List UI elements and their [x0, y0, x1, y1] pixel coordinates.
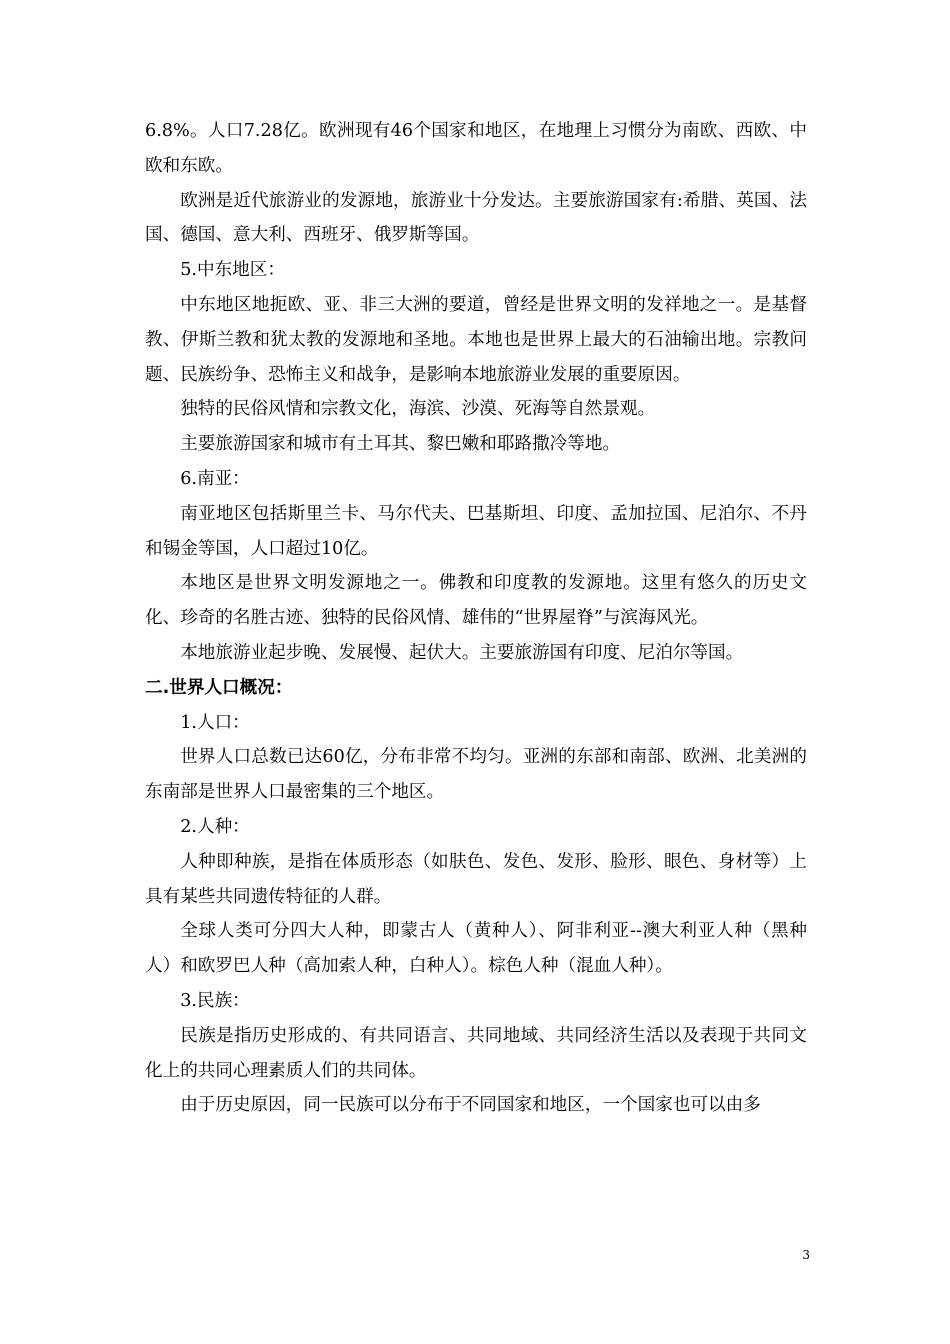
paragraph-ethnicity-distribution: 由于历史原因，同一民族可以分布于不同国家和地区，一个国家也可以由多 [180, 1095, 761, 1116]
paragraph-population: 世界人口总数已达60亿，分布非常不均匀。亚洲的东部和南部、欧洲、北美洲的东南部是世界人口最密集的三个地区。 [145, 747, 807, 803]
paragraph-south-asia-tourism: 本地旅游业起步晚、发展慢、起伏大。主要旅游国有印度、尼泊尔等国。 [180, 642, 744, 663]
page-number: 3 [802, 1248, 810, 1262]
page-body [145, 114, 807, 1123]
paragraph-south-asia-culture: 本地区是世界文明发源地之一。佛教和印度教的发源地。这里有悠久的历史文化、珍奇的名胜古迹、独特的民俗风情、雄伟的“世界屋脊”与滨海风光。 [145, 573, 807, 629]
subheading-south-asia: 6.南亚： [180, 468, 250, 489]
subheading-middle-east: 5.中东地区： [180, 260, 285, 281]
subheading-ethnicity: 3.民族： [180, 990, 250, 1011]
section-heading-world-population: 二.世界人口概况： [145, 677, 293, 698]
paragraph-south-asia-countries: 南亚地区包括斯里兰卡、马尔代夫、巴基斯坦、印度、孟加拉国、尼泊尔、不丹和锡金等国，人口超过10亿。 [145, 503, 807, 559]
paragraph-race-groups: 全球人类可分四大人种，即蒙古人（黄种人）、阿非利亚--澳大利亚人种（黑种人）和欧罗巴人种（高加索人种，白种人）。棕色人种（混血人种）。 [145, 921, 807, 977]
paragraph-race-definition: 人种即种族，是指在体质形态（如肤色、发色、发形、脸形、眼色、身材等）上具有某些共同遗传特征的人群。 [145, 851, 807, 907]
paragraph-europe-population: 6.8%。人口7.28亿。欧洲现有46个国家和地区，在地理上习惯分为南欧、西欧、中欧和东欧。 [145, 121, 807, 176]
paragraph-middle-east-overview: 中东地区地扼欧、亚、非三大洲的要道，曾经是世界文明的发祥地之一。是基督教、伊斯兰教和犹太教的发源地和圣地。本地也是世界上最大的石油输出地。宗教问题、民族纷争、恐怖主义和战争，是影响本地旅游业发展的重要原因。 [145, 294, 807, 385]
paragraph-ethnicity-definition: 民族是指历史形成的、有共同语言、共同地域、共同经济生活以及表现于共同文化上的共同心理素质人们的共同体。 [145, 1025, 807, 1081]
subheading-race: 2.人种： [180, 816, 250, 837]
paragraph-middle-east-culture: 独特的民俗风情和宗教文化，海滨、沙漠、死海等自然景观。 [180, 399, 656, 420]
paragraph-middle-east-destinations: 主要旅游国家和城市有土耳其、黎巴嫩和耶路撒冷等地。 [180, 434, 621, 455]
subheading-population: 1.人口： [180, 712, 250, 733]
paragraph-europe-tourism: 欧洲是近代旅游业的发源地，旅游业十分发达。主要旅游国家有:希腊、英国、法国、德国、意大利、西班牙、俄罗斯等国。 [145, 190, 807, 246]
